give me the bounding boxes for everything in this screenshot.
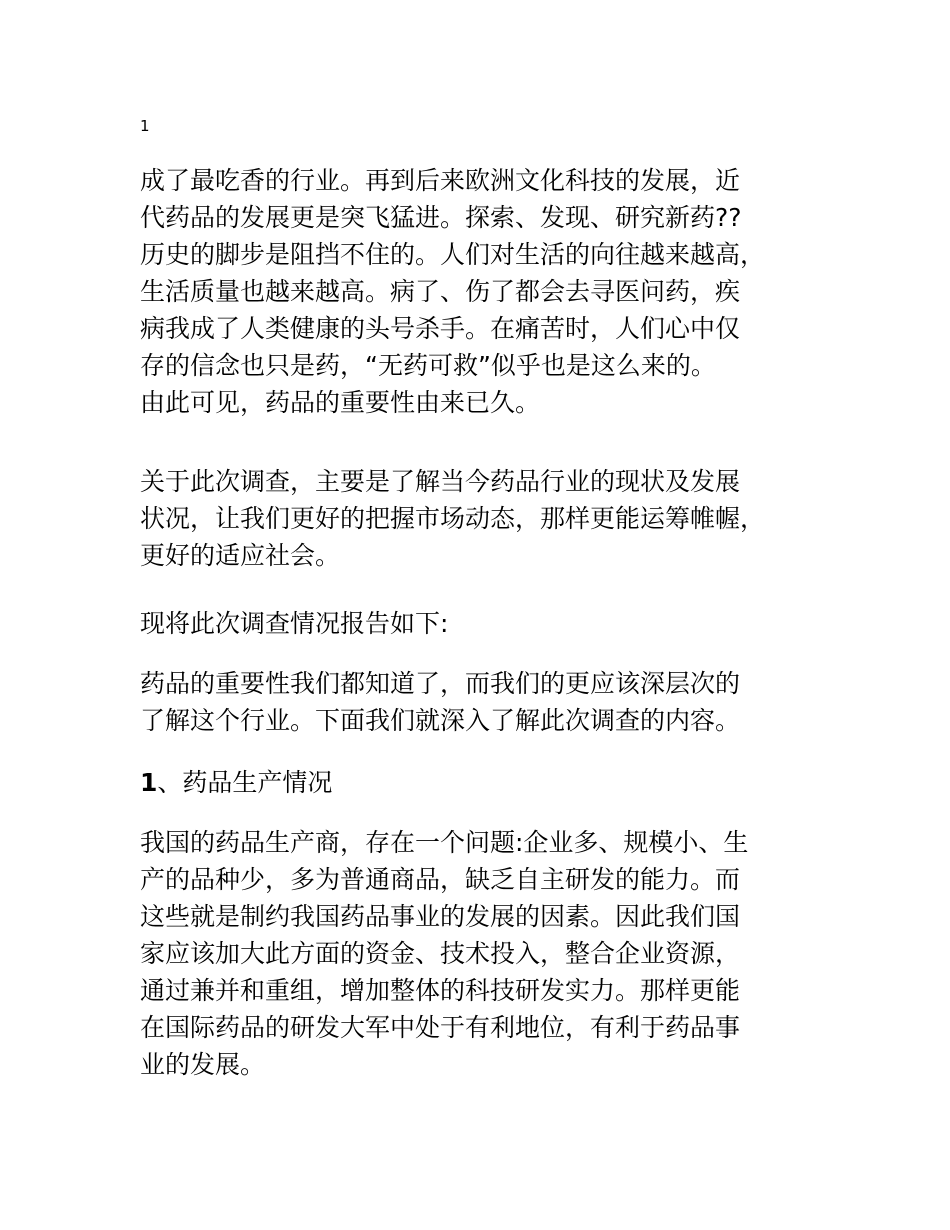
paragraph-production: [140, 824, 820, 1083]
paragraph-report-intro: [140, 605, 820, 642]
text-line: 药品的重要性我们都知道了，而我们的更应该深层次的: [140, 669, 741, 698]
text-line: 更好的适应社会。: [140, 541, 341, 570]
section-heading: [140, 764, 820, 801]
text-line: 了解这个行业。下面我们就深入了解此次调查的内容。: [140, 706, 741, 735]
text-line: 我国的药品生产商，存在一个问题:企业多、规模小、生: [140, 828, 749, 857]
section-title: 、药品生产情况: [157, 768, 333, 797]
text-line: 历史的脚步是阻挡不住的。人们对生活的向往越来越高，: [140, 240, 766, 269]
text-line: 业的发展。: [140, 1050, 266, 1079]
text-line: 通过兼并和重组，增加整体的科技研发实力。那样更能: [140, 976, 741, 1005]
text-line: 存的信念也只是药，“无药可救”似乎也是这么来的。: [140, 351, 716, 380]
text-line: 产的品种少，多为普通商品，缺乏自主研发的能力。而: [140, 865, 741, 894]
paragraph-intro-history: [140, 162, 820, 421]
text-line: 家应该加大此方面的资金、技术投入，整合企业资源，: [140, 939, 741, 968]
text-line: 由此可见，药品的重要性由来已久。: [140, 388, 541, 417]
text-line: 代药品的发展更是突飞猛进。探索、发现、研究新药??: [140, 203, 742, 232]
text-line: 在国际药品的研发大军中处于有利地位，有利于药品事: [140, 1013, 741, 1042]
text-line: 关于此次调查，主要是了解当今药品行业的现状及发展: [140, 467, 741, 496]
text-line: 这些就是制约我国药品事业的发展的因素。因此我们国: [140, 902, 741, 931]
text-line: 生活质量也越来越高。病了、伤了都会去寻医问药，疾: [140, 277, 741, 306]
paragraph-survey-purpose: [140, 463, 820, 574]
paragraph-importance: [140, 665, 820, 739]
heading-line: [140, 764, 820, 801]
page-number: 1: [140, 117, 150, 135]
section-number: 1: [140, 768, 158, 797]
text-line: 现将此次调查情况报告如下:: [140, 609, 449, 638]
text-line: 状况，让我们更好的把握市场动态，那样更能运筹帷幄，: [140, 504, 766, 533]
text-line: 成了最吃香的行业。再到后来欧洲文化科技的发展，近: [140, 166, 741, 195]
text-line: 病我成了人类健康的头号杀手。在痛苦时，人们心中仅: [140, 314, 741, 343]
